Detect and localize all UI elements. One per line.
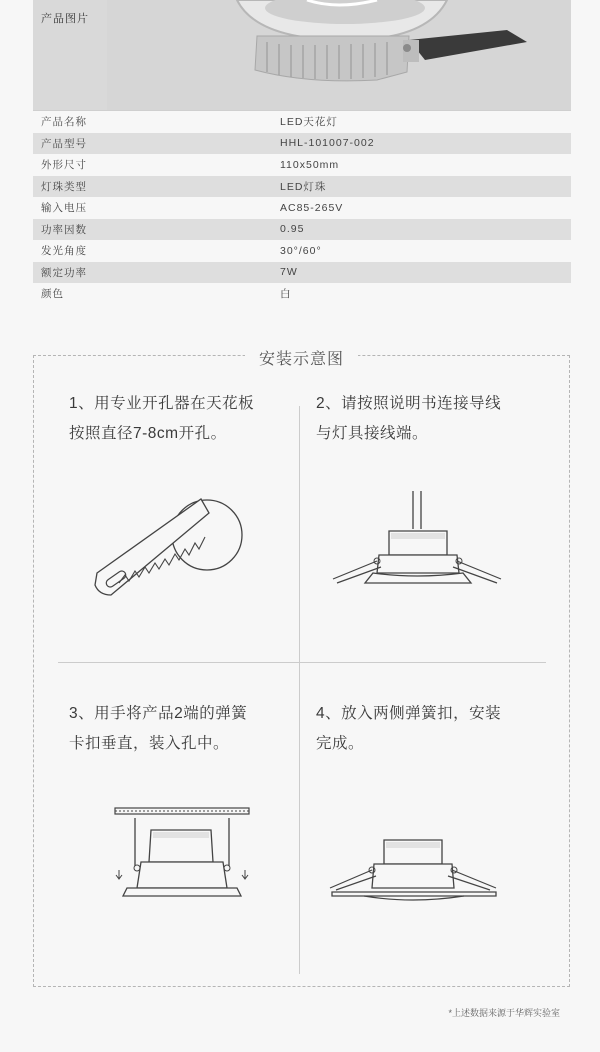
horizontal-divider bbox=[58, 662, 546, 663]
spec-row bbox=[33, 240, 571, 262]
spec-row bbox=[33, 283, 571, 305]
spec-value: 0.95 bbox=[280, 223, 305, 236]
install-title: 安装示意图 bbox=[245, 351, 358, 368]
spec-key: 灯珠类型 bbox=[41, 180, 87, 193]
spring-clip-illustration bbox=[109, 804, 259, 914]
spec-row bbox=[33, 197, 571, 219]
vertical-divider bbox=[299, 406, 300, 974]
spec-key: 输入电压 bbox=[41, 202, 87, 215]
step-4-line-1: 4、放入两侧弹簧扣，安装 bbox=[316, 705, 502, 722]
install-diagram-section bbox=[33, 351, 570, 987]
spec-row bbox=[33, 154, 571, 176]
spec-value: HHL-101007-002 bbox=[280, 137, 375, 150]
spec-key: 发光角度 bbox=[41, 245, 87, 258]
step-3-text bbox=[69, 699, 289, 759]
spec-row bbox=[33, 176, 571, 198]
spec-row bbox=[33, 262, 571, 284]
step-2-text bbox=[316, 389, 546, 449]
install-title-wrap bbox=[34, 346, 569, 369]
spec-value: AC85-265V bbox=[280, 201, 344, 214]
spec-key: 功率因数 bbox=[41, 223, 87, 236]
step-1-line-2: 按照直径7-8cm开孔。 bbox=[69, 425, 227, 442]
spec-value: 110x50mm bbox=[280, 158, 340, 171]
step-4-line-2: 完成。 bbox=[316, 735, 365, 752]
spec-key: 颜色 bbox=[41, 288, 64, 301]
spec-value: LED灯珠 bbox=[280, 180, 327, 193]
spec-value: 30°/60° bbox=[280, 244, 322, 257]
step-2-line-1: 2、请按照说明书连接导线 bbox=[316, 395, 502, 412]
spec-key: 额定功率 bbox=[41, 266, 87, 279]
product-image-row bbox=[33, 0, 571, 110]
spec-row bbox=[33, 219, 571, 241]
step-2-line-2: 与灯具接线端。 bbox=[316, 425, 429, 442]
installed-illustration bbox=[324, 826, 504, 916]
hole-saw-illustration bbox=[89, 491, 249, 601]
spec-value: LED天花灯 bbox=[280, 116, 338, 129]
spec-table bbox=[33, 0, 571, 305]
product-image-label: 产品图片 bbox=[33, 0, 107, 110]
spec-row bbox=[33, 111, 571, 133]
footnote: *上述数据来源于华辉实验室 bbox=[448, 1008, 560, 1018]
spec-key: 产品型号 bbox=[41, 137, 87, 150]
step-1-line-1: 1、用专业开孔器在天花板 bbox=[69, 395, 255, 412]
step-1-text bbox=[69, 389, 289, 449]
product-photo bbox=[107, 0, 571, 110]
spec-row bbox=[33, 133, 571, 155]
step-3-line-2: 卡扣垂直，装入孔中。 bbox=[69, 735, 230, 752]
spec-value: 白 bbox=[280, 288, 292, 301]
spec-value: 7W bbox=[280, 266, 298, 279]
spec-key: 产品名称 bbox=[41, 116, 87, 129]
spec-rows bbox=[33, 111, 571, 305]
spec-key: 外形尺寸 bbox=[41, 159, 87, 172]
step-3-line-1: 3、用手将产品2端的弹簧 bbox=[69, 705, 248, 722]
step-4-text bbox=[316, 699, 546, 759]
wiring-illustration bbox=[329, 491, 509, 601]
